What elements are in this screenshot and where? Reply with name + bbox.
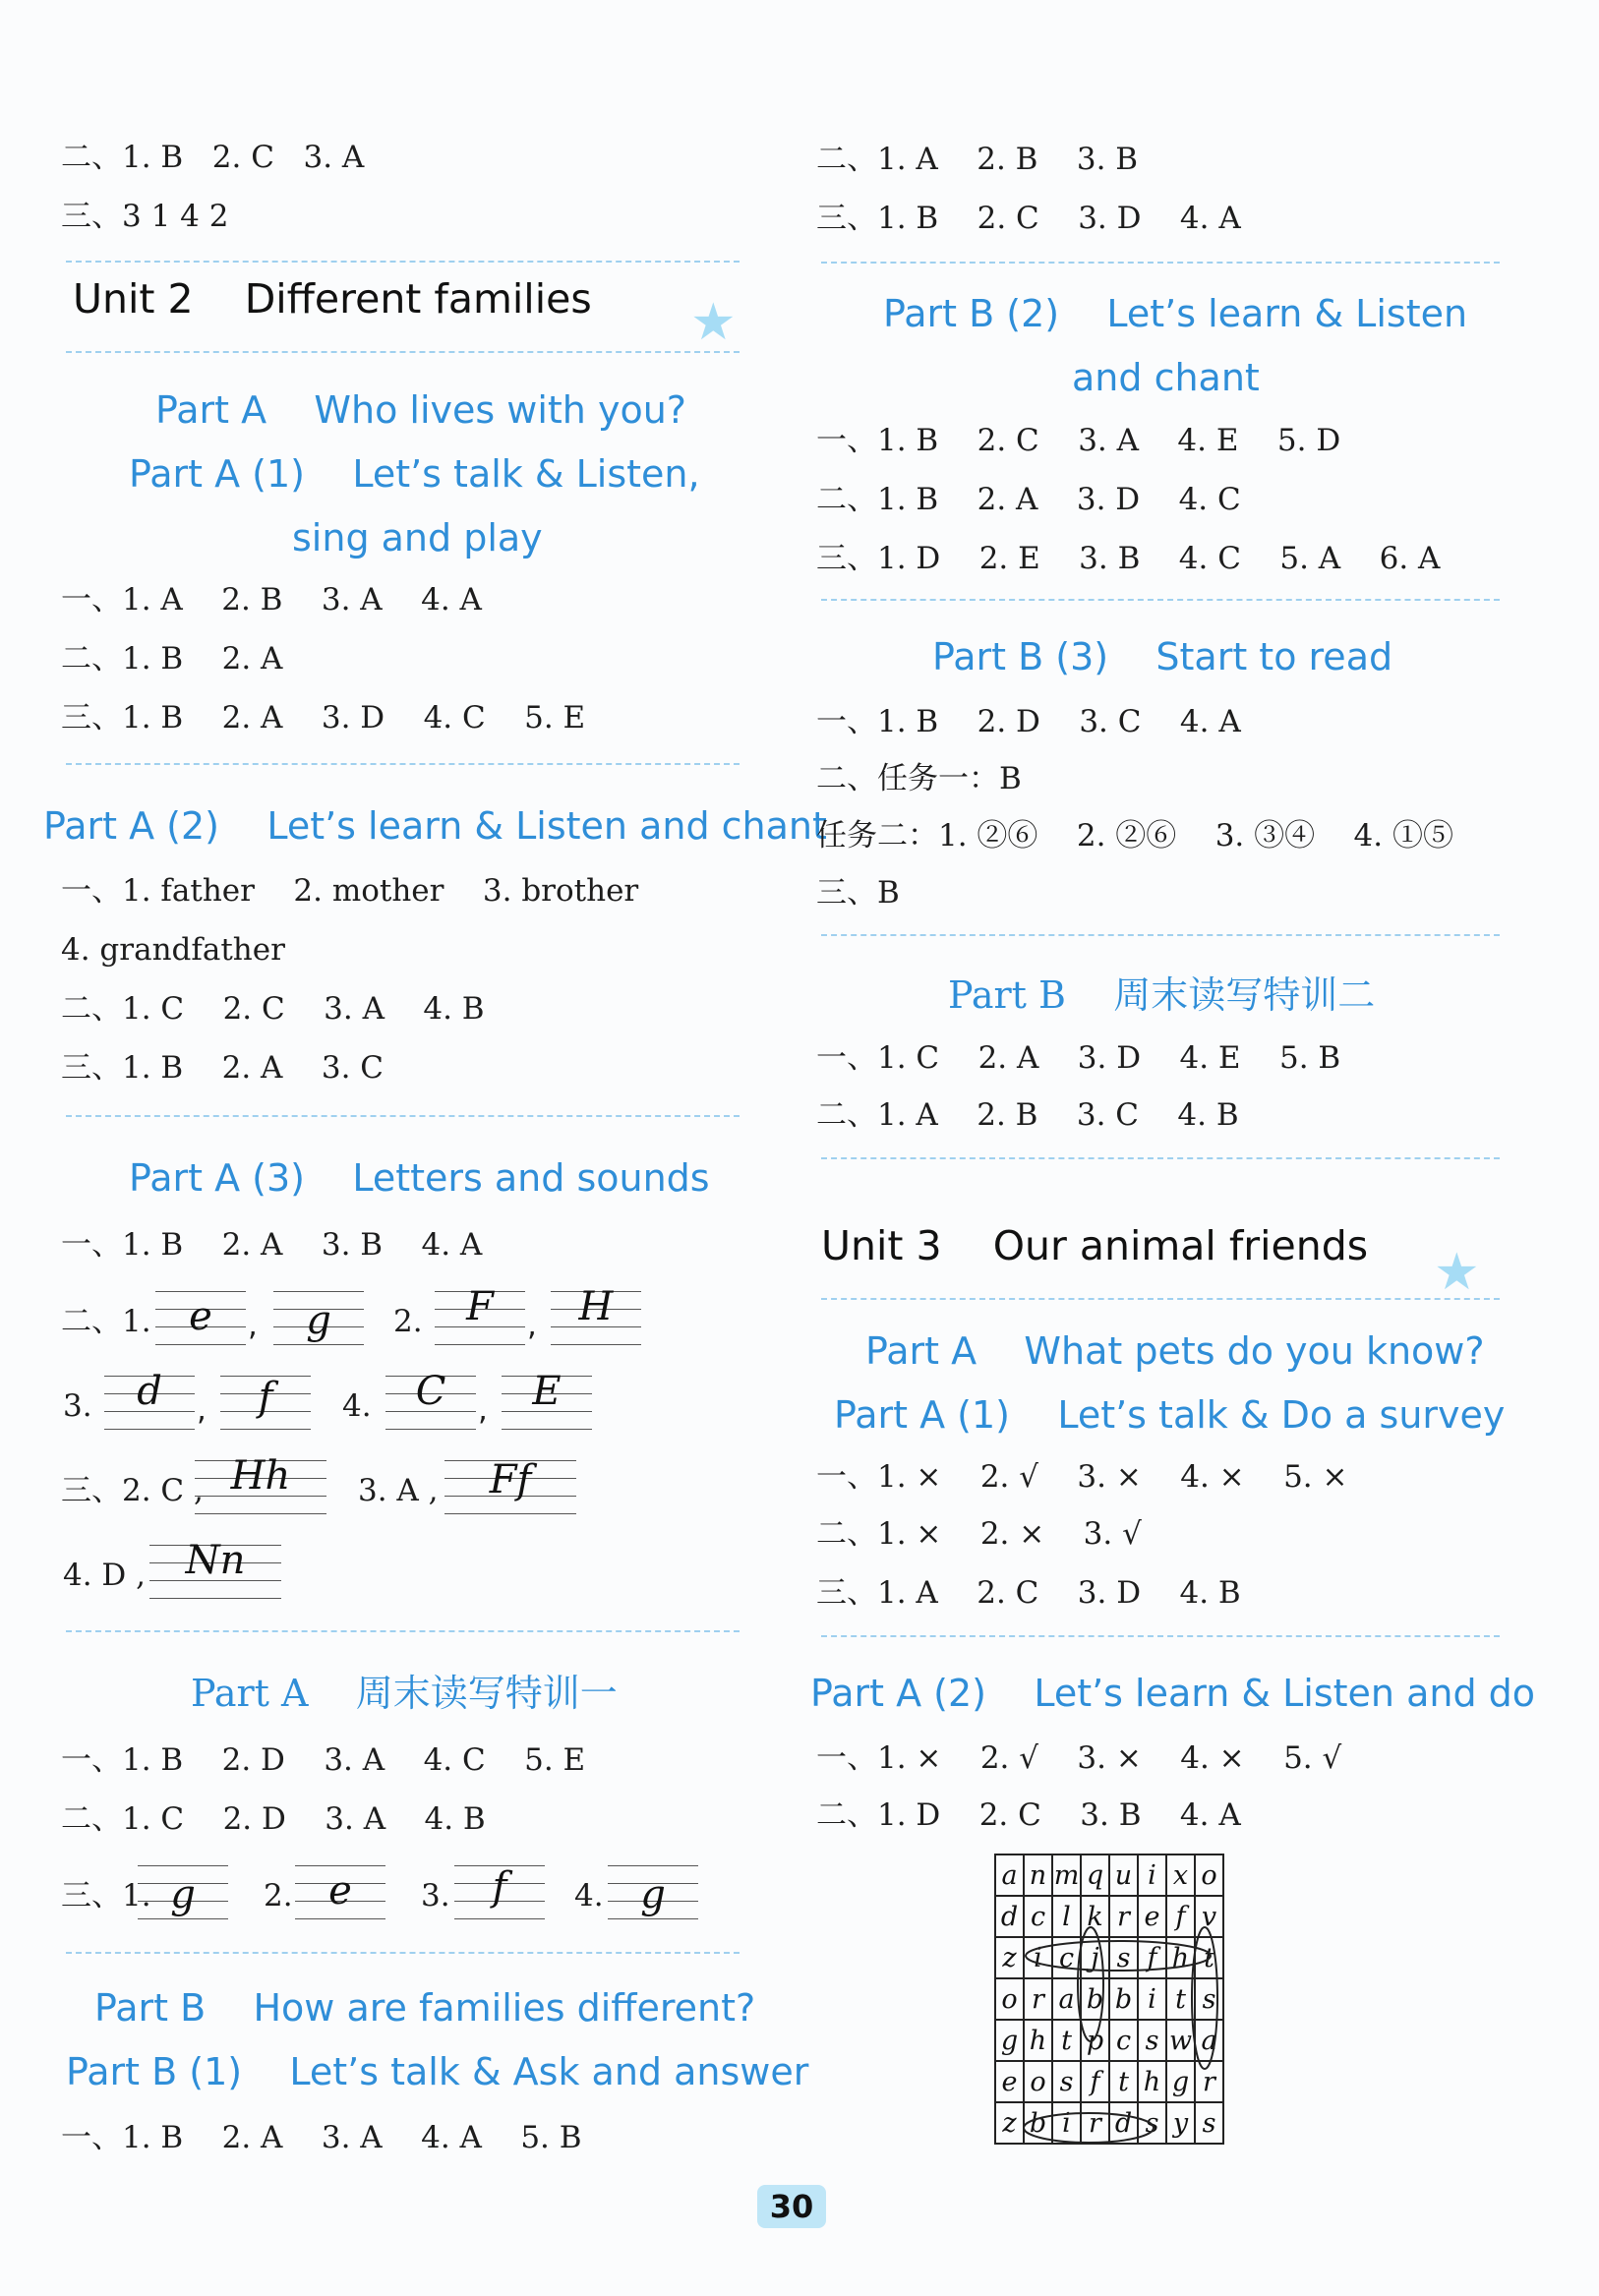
grid-cell: s — [1052, 2061, 1081, 2102]
grid-cell: s — [1195, 1978, 1223, 2020]
section-title: Part A (1) Let’s talk & Do a survey — [834, 1393, 1506, 1437]
answer-line: 二、1. B 2. A — [61, 641, 283, 677]
grid-cell: r — [1195, 2061, 1223, 2102]
comma: , — [197, 1392, 207, 1428]
answer-line: 一、1. father 2. mother 3. brother — [61, 873, 639, 909]
grid-cell: i — [1052, 2102, 1081, 2144]
divider — [821, 1298, 1500, 1300]
grid-cell: j — [1081, 1937, 1109, 1978]
grid-cell: i — [1138, 1978, 1166, 2020]
grid-cell: e — [995, 2061, 1024, 2102]
answer-line: 二、1. A 2. B 3. B — [816, 142, 1139, 177]
grid-cell: f — [1138, 1937, 1166, 1978]
section-title: Part A (1) Let’s talk & Listen, — [129, 452, 700, 496]
section-title: Part A 周末读写特训一 — [191, 1672, 618, 1715]
section-title: Part A (2) Let’s learn & Listen and chant — [43, 804, 827, 848]
grid-cell: t — [1195, 1937, 1223, 1978]
answer-line: 一、1. A 2. B 3. A 4. A — [61, 582, 482, 618]
grid-cell: h — [1166, 1937, 1195, 1978]
section-title: and chant — [1072, 356, 1260, 399]
grid-cell: s — [1195, 2102, 1223, 2144]
handwriting-box: e — [295, 1859, 385, 1924]
answer-label: 三、2. C , — [61, 1473, 204, 1508]
word-search-circles — [994, 1854, 1295, 2158]
answer-line: 一、1. × 2. √ 3. × 4. × 5. √ — [816, 1740, 1342, 1776]
divider — [821, 1635, 1500, 1637]
answer-label: 2. — [264, 1878, 293, 1913]
answer-line: 二、1. C 2. C 3. A 4. B — [61, 991, 485, 1027]
answer-line: 三、1. A 2. C 3. D 4. B — [816, 1575, 1241, 1611]
circle-bird — [1024, 2113, 1154, 2143]
handwriting-box: d — [104, 1370, 195, 1435]
grid-cell: i — [1024, 1937, 1052, 1978]
comma: , — [527, 1308, 537, 1343]
unit-title: Unit 3 Our animal friends — [821, 1222, 1369, 1269]
answer-line: 二、1. D 2. C 3. B 4. A — [816, 1797, 1241, 1833]
section-title: Part B (1) Let’s talk & Ask and answer — [66, 2050, 809, 2093]
section-title: sing and play — [292, 516, 543, 559]
grid-cell: f — [1081, 2061, 1109, 2102]
answer-line: 三、1. D 2. E 3. B 4. C 5. A 6. A — [816, 541, 1441, 576]
grid-cell: h — [1024, 2020, 1052, 2061]
grid-cell: d — [995, 1896, 1024, 1937]
answer-label: 3. — [63, 1388, 92, 1424]
handwriting-box: C — [385, 1370, 476, 1435]
grid-cell: q — [1081, 1854, 1109, 1896]
star-icon: ★ — [690, 293, 737, 352]
answer-line: 三、1. B 2. A 3. D 4. C 5. E — [61, 700, 586, 736]
grid-cell: t — [1052, 2020, 1081, 2061]
grid-cell: z — [995, 2102, 1024, 2144]
grid-cell: b — [1109, 1978, 1138, 2020]
answer-line: 二、1. B 2. C 3. A — [61, 140, 365, 175]
divider — [821, 262, 1500, 264]
grid-cell: k — [1081, 1896, 1109, 1937]
divider — [66, 351, 740, 353]
handwriting-box: Ff — [444, 1454, 576, 1519]
answer-line: 一、1. B 2. A 3. A 4. A 5. B — [61, 2120, 582, 2155]
answer-label: 二、1. — [61, 1304, 151, 1339]
answer-label: 2. — [393, 1304, 423, 1339]
answer-line: 二、1. A 2. B 3. C 4. B — [816, 1097, 1239, 1133]
section-title: Part B 周末读写特训二 — [948, 973, 1376, 1017]
grid-cell: m — [1052, 1854, 1081, 1896]
divider — [66, 1630, 740, 1632]
answer-line: 一、1. B 2. D 3. C 4. A — [816, 704, 1241, 739]
handwriting-box: g — [273, 1285, 364, 1350]
divider — [66, 261, 740, 263]
grid-cell: o — [1024, 2061, 1052, 2102]
answer-label: 3. A , — [358, 1473, 439, 1508]
answer-label: 4. D , — [63, 1558, 146, 1593]
answer-line: 二、1. × 2. × 3. √ — [816, 1516, 1142, 1552]
grid-cell: g — [995, 2020, 1024, 2061]
grid-cell: a — [995, 1854, 1024, 1896]
handwriting-box: Nn — [149, 1539, 281, 1604]
grid-cell: h — [1138, 2061, 1166, 2102]
answer-label: 4. — [342, 1388, 372, 1424]
grid-cell: s — [1109, 1937, 1138, 1978]
grid-cell: t — [1109, 2061, 1138, 2102]
handwriting-box: g — [608, 1859, 698, 1924]
section-title: Part A (3) Letters and sounds — [129, 1156, 710, 1200]
answer-line: 二、1. C 2. D 3. A 4. B — [61, 1801, 486, 1837]
grid-cell: r — [1024, 1978, 1052, 2020]
answer-line: 一、1. C 2. A 3. D 4. E 5. B — [816, 1040, 1341, 1076]
grid-cell: z — [995, 1937, 1024, 1978]
divider — [821, 599, 1500, 601]
handwriting-box: f — [454, 1859, 545, 1924]
circle-rabbit — [1026, 1941, 1211, 1971]
divider — [66, 1115, 740, 1117]
section-title: Part A (2) Let’s learn & Listen and do — [810, 1672, 1536, 1715]
star-icon: ★ — [1434, 1243, 1480, 1302]
divider — [66, 763, 740, 765]
grid-cell: b — [1024, 2102, 1052, 2144]
grid-cell: a — [1052, 1978, 1081, 2020]
grid-cell: o — [995, 1978, 1024, 2020]
comma: , — [478, 1392, 488, 1428]
grid-cell: e — [1138, 1896, 1166, 1937]
grid-cell: g — [1166, 2061, 1195, 2102]
page-number: 30 — [757, 2185, 826, 2228]
section-title: Part B (2) Let’s learn & Listen — [883, 292, 1468, 335]
answer-label: 3. — [421, 1878, 450, 1913]
section-title: Part A What pets do you know? — [865, 1329, 1485, 1373]
grid-cell: r — [1081, 2102, 1109, 2144]
section-title: Part A Who lives with you? — [155, 388, 686, 432]
handwriting-box: H — [551, 1285, 641, 1350]
answer-line: 一、1. × 2. √ 3. × 4. × 5. × — [816, 1459, 1348, 1495]
answer-line: 三、1. B 2. C 3. D 4. A — [816, 201, 1241, 236]
handwriting-box: g — [138, 1859, 228, 1924]
answer-line: 三、3 1 4 2 — [61, 199, 229, 234]
grid-cell: x — [1166, 1854, 1195, 1896]
answer-label: 4. — [574, 1878, 604, 1913]
grid-cell: c — [1024, 1896, 1052, 1937]
grid-cell: o — [1195, 1854, 1223, 1896]
handwriting-box: E — [502, 1370, 592, 1435]
grid-cell: w — [1166, 2020, 1195, 2061]
handwriting-box: F — [435, 1285, 525, 1350]
grid-cell: d — [1109, 2102, 1138, 2144]
grid-cell: s — [1138, 2020, 1166, 2061]
comma: , — [248, 1308, 258, 1343]
grid-cell: u — [1109, 1854, 1138, 1896]
unit-title: Unit 2 Different families — [73, 275, 592, 323]
grid-cell: s — [1138, 2102, 1166, 2144]
handwriting-box: e — [155, 1285, 246, 1350]
answer-line: 二、1. B 2. A 3. D 4. C — [816, 482, 1241, 517]
answer-line: 一、1. B 2. C 3. A 4. E 5. D — [816, 423, 1341, 458]
divider — [821, 1157, 1500, 1159]
answer-line: 一、1. B 2. A 3. B 4. A — [61, 1227, 483, 1263]
answer-line: 一、1. B 2. D 3. A 4. C 5. E — [61, 1742, 586, 1778]
grid-cell: y — [1166, 2102, 1195, 2144]
answer-line: 二、任务一：B — [816, 761, 1022, 796]
grid-cell: r — [1109, 1896, 1138, 1937]
grid-cell: t — [1166, 1978, 1195, 2020]
answer-line: 三、B — [816, 875, 900, 911]
grid-cell: f — [1166, 1896, 1195, 1937]
grid-cell: i — [1138, 1854, 1166, 1896]
grid-cell: a — [1195, 2020, 1223, 2061]
handwriting-box: f — [220, 1370, 311, 1435]
section-title: Part B (3) Start to read — [932, 635, 1393, 678]
grid-cell: c — [1109, 2020, 1138, 2061]
grid-cell: c — [1052, 1937, 1081, 1978]
grid-cell: n — [1024, 1854, 1052, 1896]
circle-c-a-t — [1078, 1927, 1103, 2041]
answer-label: 三、1. — [61, 1878, 151, 1913]
answer-line: 三、1. B 2. A 3. C — [61, 1050, 385, 1086]
answer-line: 4. grandfather — [61, 932, 285, 968]
grid-cell: p — [1081, 2020, 1109, 2061]
grid-cell: l — [1052, 1896, 1081, 1937]
divider — [821, 934, 1500, 936]
grid-cell: b — [1081, 1978, 1109, 2020]
section-title: Part B How are families different? — [94, 1986, 756, 2030]
grid-cell: v — [1195, 1896, 1223, 1937]
handwriting-box: Hh — [195, 1454, 326, 1519]
divider — [66, 1952, 740, 1954]
answer-line: 任务二：1. ②⑥ 2. ②⑥ 3. ③④ 4. ①⑤ — [816, 818, 1453, 854]
